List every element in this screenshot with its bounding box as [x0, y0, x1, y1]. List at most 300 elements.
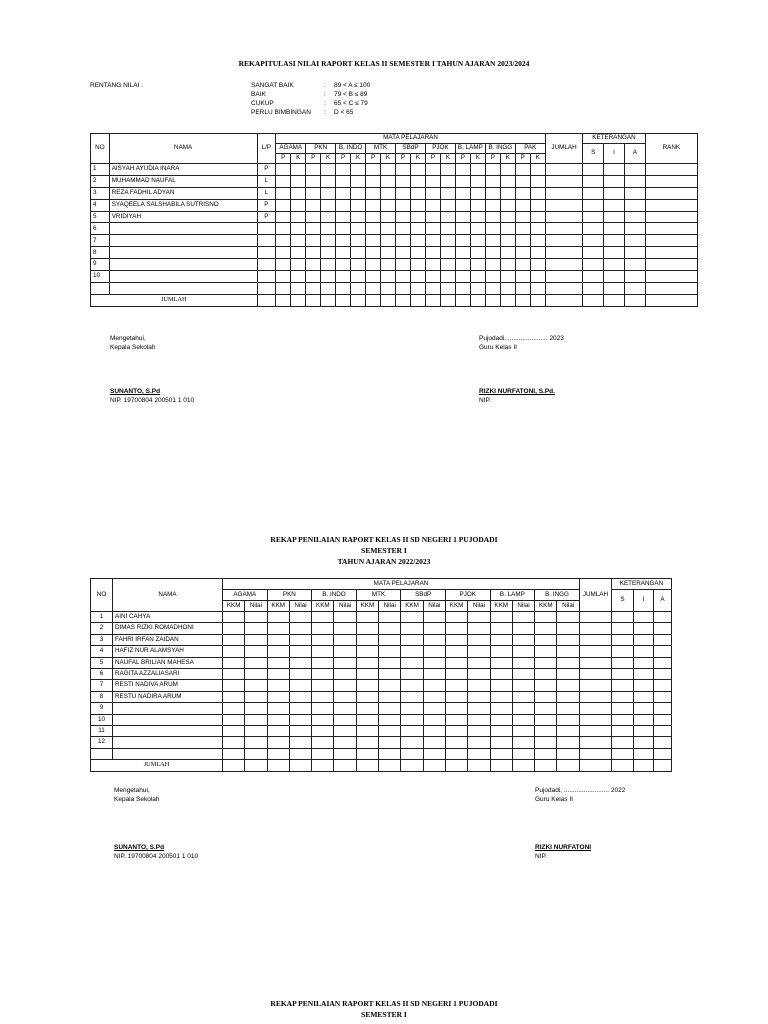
grade-cell — [312, 714, 334, 725]
grade-cell — [366, 271, 381, 283]
grade-cell — [401, 680, 423, 691]
grade-cell — [515, 247, 530, 259]
grade-cell — [604, 199, 625, 211]
range-name: CUKUP — [251, 100, 274, 107]
grade-cell — [512, 748, 534, 759]
grade-cell — [381, 271, 396, 283]
grade-table-1 — [90, 133, 698, 307]
row-no — [91, 282, 110, 294]
total-label: JUMLAH — [91, 294, 258, 306]
grade-cell — [396, 235, 411, 247]
grade-cell — [276, 247, 291, 259]
grade-cell — [425, 235, 440, 247]
student-gender — [257, 223, 276, 235]
grade-cell — [633, 657, 653, 668]
grade-cell — [423, 646, 445, 657]
grade-cell — [306, 187, 321, 199]
student-name: REZA FADHIL ADYAN — [109, 187, 257, 199]
grade-cell — [440, 271, 455, 283]
grade-cell — [336, 247, 351, 259]
grade-cell — [490, 691, 512, 702]
grade-cell — [267, 760, 289, 772]
grade-cell — [379, 691, 401, 702]
grade-cell — [223, 691, 245, 702]
row-no: 12 — [91, 737, 113, 748]
grade-cell — [379, 748, 401, 759]
grade-cell — [356, 623, 378, 634]
grade-cell — [425, 282, 440, 294]
place-date: Pujodadi, ...................... 2023 — [479, 335, 564, 342]
grade-cell — [485, 175, 500, 187]
sub-col-p: P — [366, 154, 381, 164]
sig1-right-name — [479, 387, 555, 405]
grade-cell — [500, 247, 515, 259]
teacher-nip: NIP. — [535, 853, 547, 860]
grade-cell — [321, 294, 336, 306]
student-gender: L — [257, 175, 276, 187]
grade-cell — [445, 691, 467, 702]
student-name: AISYAH AYUDIA INARA — [109, 164, 257, 176]
grade-cell — [440, 282, 455, 294]
grade-cell — [321, 199, 336, 211]
grade-cell — [334, 737, 356, 748]
grade-cell — [535, 612, 557, 623]
grade-cell — [423, 725, 445, 736]
grade-cell — [334, 714, 356, 725]
range-sep: : — [324, 82, 326, 89]
grade-cell — [500, 187, 515, 199]
doc2-title-line1: REKAP PENILAIAN RAPORT KELAS II SD NEGERI 1 PUJODADI — [270, 535, 498, 544]
col-lp: L/P — [257, 134, 276, 164]
grade-cell — [381, 187, 396, 199]
grade-cell — [289, 748, 311, 759]
grade-cell — [356, 612, 378, 623]
grade-cell — [425, 259, 440, 271]
row-no: 6 — [91, 223, 110, 235]
grade-cell — [535, 714, 557, 725]
grade-cell — [604, 235, 625, 247]
grade-cell — [276, 294, 291, 306]
student-name: RESTI NADIVA ARUM — [113, 680, 223, 691]
grade-cell — [267, 612, 289, 623]
grade-cell — [604, 247, 625, 259]
grade-cell — [423, 714, 445, 725]
grade-cell — [579, 668, 611, 679]
row-no: 5 — [91, 211, 110, 223]
grade-cell — [401, 737, 423, 748]
subject-header: PAK — [515, 144, 545, 154]
grade-cell — [291, 259, 306, 271]
grade-cell — [530, 175, 545, 187]
grade-cell — [624, 235, 645, 247]
row-no: 10 — [91, 271, 110, 283]
grade-cell — [223, 748, 245, 759]
sub-col-kkm: KKM — [312, 601, 334, 612]
grade-cell — [624, 259, 645, 271]
col-nama: NAMA — [113, 579, 223, 612]
grade-cell — [455, 259, 470, 271]
grade-cell — [500, 175, 515, 187]
grade-cell — [410, 247, 425, 259]
subject-header: PKN — [267, 590, 312, 601]
grade-cell — [351, 247, 366, 259]
table-row — [91, 164, 698, 176]
grade-cell — [611, 680, 633, 691]
row-no — [91, 748, 113, 759]
grade-cell — [468, 657, 490, 668]
grade-cell — [512, 657, 534, 668]
grade-cell — [583, 294, 604, 306]
row-no: 1 — [91, 164, 110, 176]
grade-cell — [624, 164, 645, 176]
grade-cell — [356, 725, 378, 736]
grade-cell — [423, 703, 445, 714]
grade-cell — [379, 623, 401, 634]
range-rule: 79 < B ≤ 89 — [334, 91, 368, 98]
row-no: 8 — [91, 247, 110, 259]
range-name: BAIK — [251, 91, 266, 98]
grade-cell — [366, 199, 381, 211]
student-name — [109, 282, 257, 294]
grade-cell — [530, 294, 545, 306]
grade-cell — [583, 259, 604, 271]
doc3-title-line2: SEMESTER I — [361, 1010, 407, 1019]
grade-cell — [440, 223, 455, 235]
grade-cell — [445, 646, 467, 657]
grade-cell — [611, 760, 633, 772]
grade-cell — [470, 223, 485, 235]
grade-cell — [312, 748, 334, 759]
grade-cell — [410, 271, 425, 283]
grade-cell — [557, 634, 580, 645]
grade-cell — [289, 657, 311, 668]
student-name: SYAQEELA SALSHABILA SUTRISNO — [109, 199, 257, 211]
grade-cell — [633, 634, 653, 645]
range-label: RENTANG NILAI : — [90, 82, 143, 89]
grade-cell — [512, 725, 534, 736]
table-row — [91, 259, 698, 271]
grade-cell — [633, 748, 653, 759]
student-gender — [257, 247, 276, 259]
grade-cell — [455, 164, 470, 176]
grade-cell — [423, 634, 445, 645]
grade-cell — [490, 646, 512, 657]
table-row — [91, 223, 698, 235]
sig2-right-name — [535, 843, 591, 861]
col-no: NO — [91, 134, 110, 164]
grade-cell — [611, 668, 633, 679]
grade-cell — [530, 199, 545, 211]
grade-cell — [583, 271, 604, 283]
grade-cell — [579, 725, 611, 736]
grade-cell — [557, 680, 580, 691]
grade-cell — [351, 175, 366, 187]
grade-cell — [410, 294, 425, 306]
grade-cell — [445, 634, 467, 645]
grade-cell — [366, 211, 381, 223]
grade-cell — [289, 646, 311, 657]
grade-cell — [276, 223, 291, 235]
grade-cell — [276, 282, 291, 294]
grade-cell — [455, 211, 470, 223]
grade-cell — [401, 703, 423, 714]
grade-cell — [366, 294, 381, 306]
sub-col-kkm: KKM — [490, 601, 512, 612]
grade-cell — [645, 271, 697, 283]
student-name — [109, 235, 257, 247]
grade-cell — [425, 199, 440, 211]
grade-cell — [423, 680, 445, 691]
grade-cell — [267, 668, 289, 679]
sig1-left — [110, 334, 156, 352]
grade-cell — [336, 175, 351, 187]
student-name: DIMAS RIZKI ROMADHONI — [113, 623, 223, 634]
grade-cell — [490, 657, 512, 668]
grade-cell — [500, 294, 515, 306]
col-no: NO — [91, 579, 113, 612]
table-row — [91, 187, 698, 199]
grade-cell — [312, 737, 334, 748]
grade-cell — [351, 223, 366, 235]
grade-cell — [289, 612, 311, 623]
col-keterangan: KETERANGAN — [583, 134, 645, 144]
grade-cell — [645, 211, 697, 223]
sub-col-p: P — [306, 154, 321, 164]
grade-cell — [583, 187, 604, 199]
subject-header: SBdP — [401, 590, 446, 601]
grade-cell — [579, 691, 611, 702]
grade-cell — [583, 211, 604, 223]
student-name — [113, 737, 223, 748]
grade-cell — [645, 187, 697, 199]
grade-cell — [291, 223, 306, 235]
grade-cell — [515, 282, 530, 294]
grade-cell — [381, 235, 396, 247]
sub-col-nilai: Nilai — [557, 601, 580, 612]
grade-cell — [401, 714, 423, 725]
grade-cell — [468, 714, 490, 725]
grade-cell — [396, 271, 411, 283]
grade-cell — [321, 164, 336, 176]
grade-cell — [321, 259, 336, 271]
sub-col-kkm: KKM — [535, 601, 557, 612]
grade-cell — [455, 247, 470, 259]
grade-cell — [245, 623, 267, 634]
grade-cell — [545, 271, 582, 283]
range-rule: 65 < C ≤ 79 — [334, 100, 368, 107]
grade-cell — [500, 211, 515, 223]
doc3-title — [0, 998, 768, 1020]
grade-cell — [468, 646, 490, 657]
sub-col-p: P — [336, 154, 351, 164]
grade-cell — [366, 259, 381, 271]
grade-cell — [356, 646, 378, 657]
grade-cell — [515, 223, 530, 235]
table-row — [91, 247, 698, 259]
grade-cell — [245, 680, 267, 691]
range-name: PERLU BIMBINGAN — [251, 109, 311, 116]
grade-cell — [653, 668, 671, 679]
grade-cell — [470, 247, 485, 259]
grade-cell — [379, 646, 401, 657]
grade-cell — [490, 703, 512, 714]
grade-cell — [366, 175, 381, 187]
grade-cell — [440, 164, 455, 176]
grade-cell — [645, 199, 697, 211]
grade-cell — [245, 748, 267, 759]
grade-cell — [624, 294, 645, 306]
grade-cell — [440, 235, 455, 247]
sub-col-kkm: KKM — [356, 601, 378, 612]
grade-cell — [468, 634, 490, 645]
grade-cell — [351, 235, 366, 247]
subject-header: SBdP — [396, 144, 426, 154]
grade-cell — [468, 612, 490, 623]
grade-cell — [291, 294, 306, 306]
sig2-left-name — [114, 843, 198, 861]
grade-cell — [579, 634, 611, 645]
table-row — [91, 199, 698, 211]
grade-cell — [321, 271, 336, 283]
grade-cell — [530, 164, 545, 176]
student-gender — [257, 271, 276, 283]
grade-cell — [396, 164, 411, 176]
grade-cell — [379, 612, 401, 623]
grade-cell — [312, 623, 334, 634]
grade-cell — [535, 680, 557, 691]
grade-cell — [445, 760, 467, 772]
grade-cell — [579, 748, 611, 759]
table-row — [91, 737, 672, 748]
grade-cell — [291, 199, 306, 211]
grade-cell — [445, 680, 467, 691]
grade-cell — [515, 164, 530, 176]
grade-cell — [455, 199, 470, 211]
grade-cell — [267, 657, 289, 668]
grade-cell — [267, 623, 289, 634]
grade-cell — [425, 164, 440, 176]
subject-header: B. LAMP — [490, 590, 535, 601]
grade-cell — [267, 634, 289, 645]
grade-cell — [245, 725, 267, 736]
grade-cell — [633, 668, 653, 679]
grade-cell — [445, 703, 467, 714]
grade-cell — [267, 725, 289, 736]
grade-cell — [604, 223, 625, 235]
grade-cell — [289, 680, 311, 691]
doc1-title: REKAPITULASI NILAI RAPORT KELAS II SEMESTER I TAHUN AJARAN 2023/2024 — [238, 59, 530, 68]
grade-cell — [455, 294, 470, 306]
student-name: NAUFAL BRILIAN MAHESA — [113, 657, 223, 668]
student-name — [109, 223, 257, 235]
grade-cell — [312, 634, 334, 645]
grade-cell — [645, 164, 697, 176]
grade-cell — [245, 714, 267, 725]
grade-cell — [425, 294, 440, 306]
principal-label: Kepala Sekolah — [110, 344, 156, 351]
grade-cell — [611, 748, 633, 759]
grade-cell — [306, 211, 321, 223]
sub-col-p: P — [425, 154, 440, 164]
grade-cell — [440, 247, 455, 259]
grade-cell — [379, 725, 401, 736]
table-row — [91, 623, 672, 634]
grade-cell — [579, 623, 611, 634]
grade-cell — [557, 623, 580, 634]
subject-header: B. INGG — [535, 590, 580, 601]
doc2-title-line2: SEMESTER I — [361, 546, 407, 555]
grade-cell — [633, 646, 653, 657]
sub-col-kkm: KKM — [267, 601, 289, 612]
grade-cell — [512, 691, 534, 702]
sig1-left-name — [110, 387, 194, 405]
grade-cell — [645, 294, 697, 306]
grade-cell — [410, 235, 425, 247]
row-no: 3 — [91, 187, 110, 199]
grade-cell — [468, 680, 490, 691]
grade-cell — [604, 164, 625, 176]
grade-cell — [515, 235, 530, 247]
table-row — [91, 646, 672, 657]
student-name: HAFIZ NUR ALAMSYAH — [113, 646, 223, 657]
grade-cell — [512, 634, 534, 645]
grade-cell — [276, 199, 291, 211]
grade-cell — [557, 668, 580, 679]
grade-cell — [423, 691, 445, 702]
grade-cell — [557, 703, 580, 714]
col-jumlah: JUMLAH — [579, 579, 611, 612]
grade-cell — [410, 164, 425, 176]
grade-cell — [535, 668, 557, 679]
range-rule: 89 < A ≤ 100 — [334, 82, 371, 89]
range-sep: : — [324, 100, 326, 107]
grade-cell — [455, 271, 470, 283]
grade-cell — [381, 164, 396, 176]
grade-cell — [379, 680, 401, 691]
doc3-title-line1: REKAP PENILAIAN RAPORT KELAS II SD NEGERI 1 PUJODADI — [270, 999, 498, 1008]
grade-cell — [379, 714, 401, 725]
grade-cell — [445, 612, 467, 623]
student-gender — [257, 235, 276, 247]
student-name: VRIDIYAH — [109, 211, 257, 223]
grade-cell — [512, 612, 534, 623]
grade-cell — [291, 211, 306, 223]
grade-cell — [306, 271, 321, 283]
col-mata-pelajaran: MATA PELAJARAN — [223, 579, 580, 590]
grade-cell — [291, 271, 306, 283]
grade-cell — [653, 760, 671, 772]
grade-cell — [470, 282, 485, 294]
table-row — [91, 657, 672, 668]
grade-cell — [381, 282, 396, 294]
grade-cell — [512, 668, 534, 679]
grade-cell — [624, 175, 645, 187]
grade-cell — [267, 748, 289, 759]
range-rule: D < 65 — [334, 109, 354, 116]
grade-cell — [356, 748, 378, 759]
grade-cell — [624, 282, 645, 294]
grade-cell — [579, 657, 611, 668]
grade-cell — [530, 211, 545, 223]
sub-col-kkm: KKM — [223, 601, 245, 612]
grade-cell — [289, 634, 311, 645]
col-s: S — [583, 144, 604, 164]
grade-cell — [545, 235, 582, 247]
grade-cell — [515, 199, 530, 211]
grade-cell — [653, 646, 671, 657]
grade-cell — [334, 646, 356, 657]
sub-col-k: K — [291, 154, 306, 164]
